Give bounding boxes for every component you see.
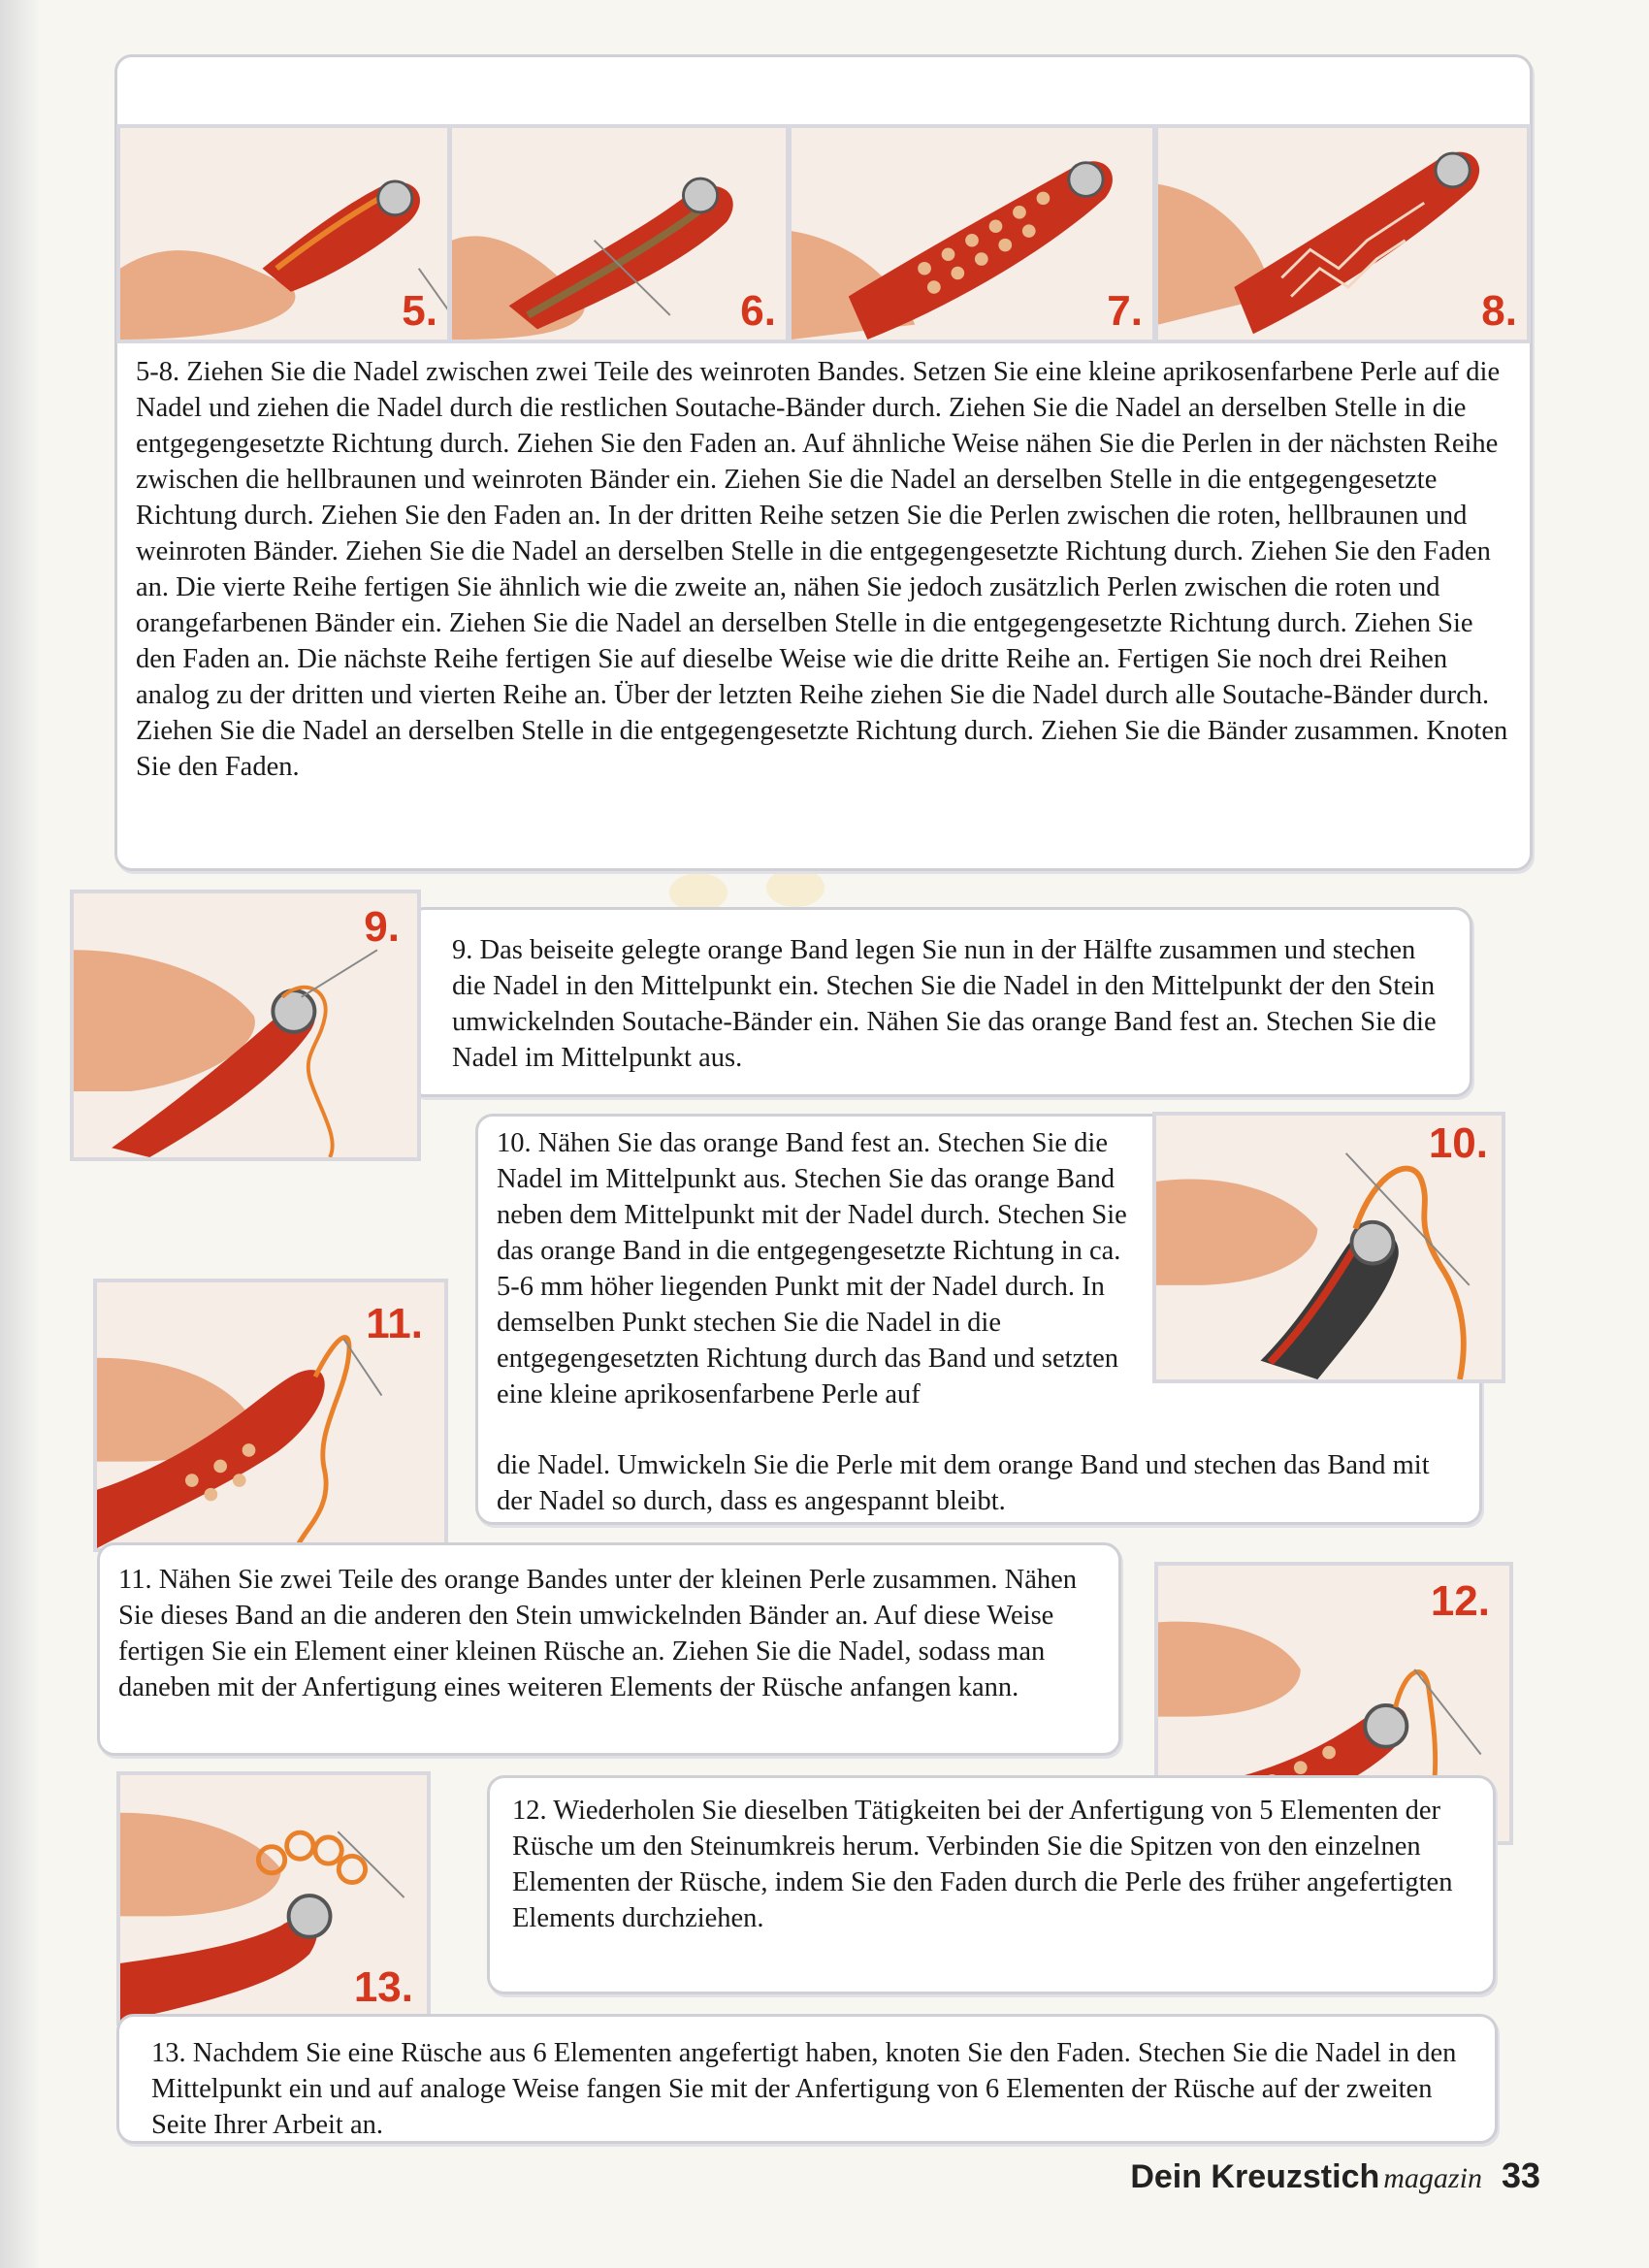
step-number-label: 11. — [366, 1300, 423, 1347]
step-12-text: 12. Wiederholen Sie dieselben Tätigkeiten bei der Anfertigung von 5 Elementen der Rüsche um den Steinumkreis herum. Verbinden Sie die Spitzen von den einzelnen Elementen der Rüsche, indem Sie den Faden durch die Perle des früher angefertigten Elements durchziehen. — [512, 1796, 1453, 1933]
step-7-photo — [788, 124, 1156, 343]
step-number-label: 8. — [1481, 287, 1517, 335]
step-9-photo — [70, 890, 421, 1161]
step-5-photo — [116, 124, 451, 343]
page-footer — [1130, 2155, 1540, 2196]
step-5-8-text: 5-8. Ziehen Sie die Nadel zwischen zwei Teile des weinroten Bandes. Setzen Sie eine kleine aprikosenfarbene Perle auf die Nadel und ziehen die Nadel durch die restlichen Soutache-Bänder durch. Ziehen Sie die Nadel an derselben Stelle in die entgegengesetzte Richtung durch. Ziehen Sie den Faden an. Auf ähnliche Weise nähen Sie die Perlen in der nächsten Reihe zwischen die hellbraunen und weinroten Bänder ein. Ziehen Sie die Nadel an derselben Stelle in die entgegengesetzte Richtung durch. Ziehen Sie den Faden an. In der dritten Reihe setzen Sie die Perlen zwischen die roten, hellbraunen und weinroten Bänder. Ziehen Sie die Nadel an derselben Stelle in die entgegengesetzte Richtung durch. Ziehen Sie den Faden an. Die vierte Reihe fertigen Sie ähnlich wie die zweite an, nähen Sie jedoch zusätzlich Perlen zwischen die roten und orangefarbenen Bänder ein. Ziehen Sie die Nadel an derselben Stelle in die entgegengesetzte Richtung durch. Ziehen Sie den Faden an. Die nächste Reihe fertigen Sie auf dieselbe Weise wie die dritte Reihe an. Fertigen Sie noch drei Reihen analog zu der dritten und vierten Reihe an. Über der letzten Reihe ziehen Sie die Nadel durch alle Soutache-Bänder durch. Ziehen Sie die Nadel an derselben Stelle in die entgegengesetzte Richtung durch. Ziehen Sie die Bänder zusammen. Knoten Sie den Faden. — [136, 357, 1508, 782]
page-number: 33 — [1501, 2155, 1540, 2195]
step-number-label: 5. — [402, 287, 437, 335]
magazine-subtitle: magazin — [1383, 2162, 1482, 2194]
step-8-photo — [1154, 124, 1531, 343]
step-number-label: 9. — [364, 903, 400, 951]
step-13-photo — [116, 1771, 431, 2025]
step-10-text-wide: die Nadel. Umwickeln Sie die Perle mit dem orange Band und stechen das Band mit der Nadel so durch, dass es angespannt bleibt. — [497, 1450, 1430, 1516]
step-number-label: 13. — [353, 1963, 413, 2011]
step-number-label: 6. — [740, 287, 776, 335]
hand-sewing-soutache-icon — [1158, 128, 1527, 340]
magazine-brand: Dein Kreuzstich — [1130, 2158, 1380, 2195]
step-10-text-narrow: 10. Nähen Sie das orange Band fest an. Stechen Sie die Nadel im Mittelpunkt aus. Stechen Sie das orange Band neben dem Mittelpunkt mit der Nadel durch. Stechen Sie das orange Band in die entgegengesetzte Richtung in ca. 5-6 mm höher liegenden Punkt mit der Nadel durch. In demselben Punkt stechen Sie die Nadel in die entgegengesetzten Richtung durch das Band und setzten eine kleine aprikosenfarbene Perle auf — [497, 1128, 1127, 1409]
step-6-photo — [448, 124, 790, 343]
step-11-photo — [93, 1279, 448, 1552]
step-13-text: 13. Nachdem Sie eine Rüsche aus 6 Elementen angefertigt haben, knoten Sie den Faden. Stechen Sie die Nadel in den Mittelpunkt ein und auf analoge Weise fangen Sie mit der Anfertigung von 6 Elementen der Rüsche auf der zweiten Seite Ihrer Arbeit an. — [151, 2038, 1457, 2140]
hand-sewing-soutache-icon — [452, 128, 786, 340]
step-10-photo — [1152, 1112, 1505, 1383]
hand-sewing-soutache-icon — [120, 128, 447, 340]
step-number-label: 7. — [1107, 287, 1143, 335]
decorative-flower-icon — [766, 868, 824, 907]
step-number-label: 12. — [1430, 1577, 1490, 1625]
decorative-flower-icon — [669, 873, 728, 912]
hand-sewing-soutache-icon — [792, 128, 1152, 340]
step-9-text: 9. Das beiseite gelegte orange Band legen Sie nun in der Hälfte zusammen und stechen die Nadel in den Mittelpunkt ein. Stechen Sie die Nadel in den Mittelpunkt der den Stein umwickelnden Soutache-Bänder ein. Nähen Sie das orange Band fest an. Stechen Sie die Nadel im Mittelpunkt aus. — [452, 935, 1437, 1073]
step-11-text: 11. Nähen Sie zwei Teile des orange Bandes unter der kleinen Perle zusammen. Nähen Sie dieses Band an die anderen den Stein umwickelnden Bänder an. Auf diese Weise fertigen Sie ein Element einer kleinen Rüsche an. Ziehen Sie die Nadel, sodass man daneben mit der Anfertigung eines weiteren Elements der Rüsche anfangen kann. — [118, 1565, 1078, 1702]
step-number-label: 10. — [1428, 1119, 1488, 1167]
page-edge-shadow — [0, 0, 39, 2268]
